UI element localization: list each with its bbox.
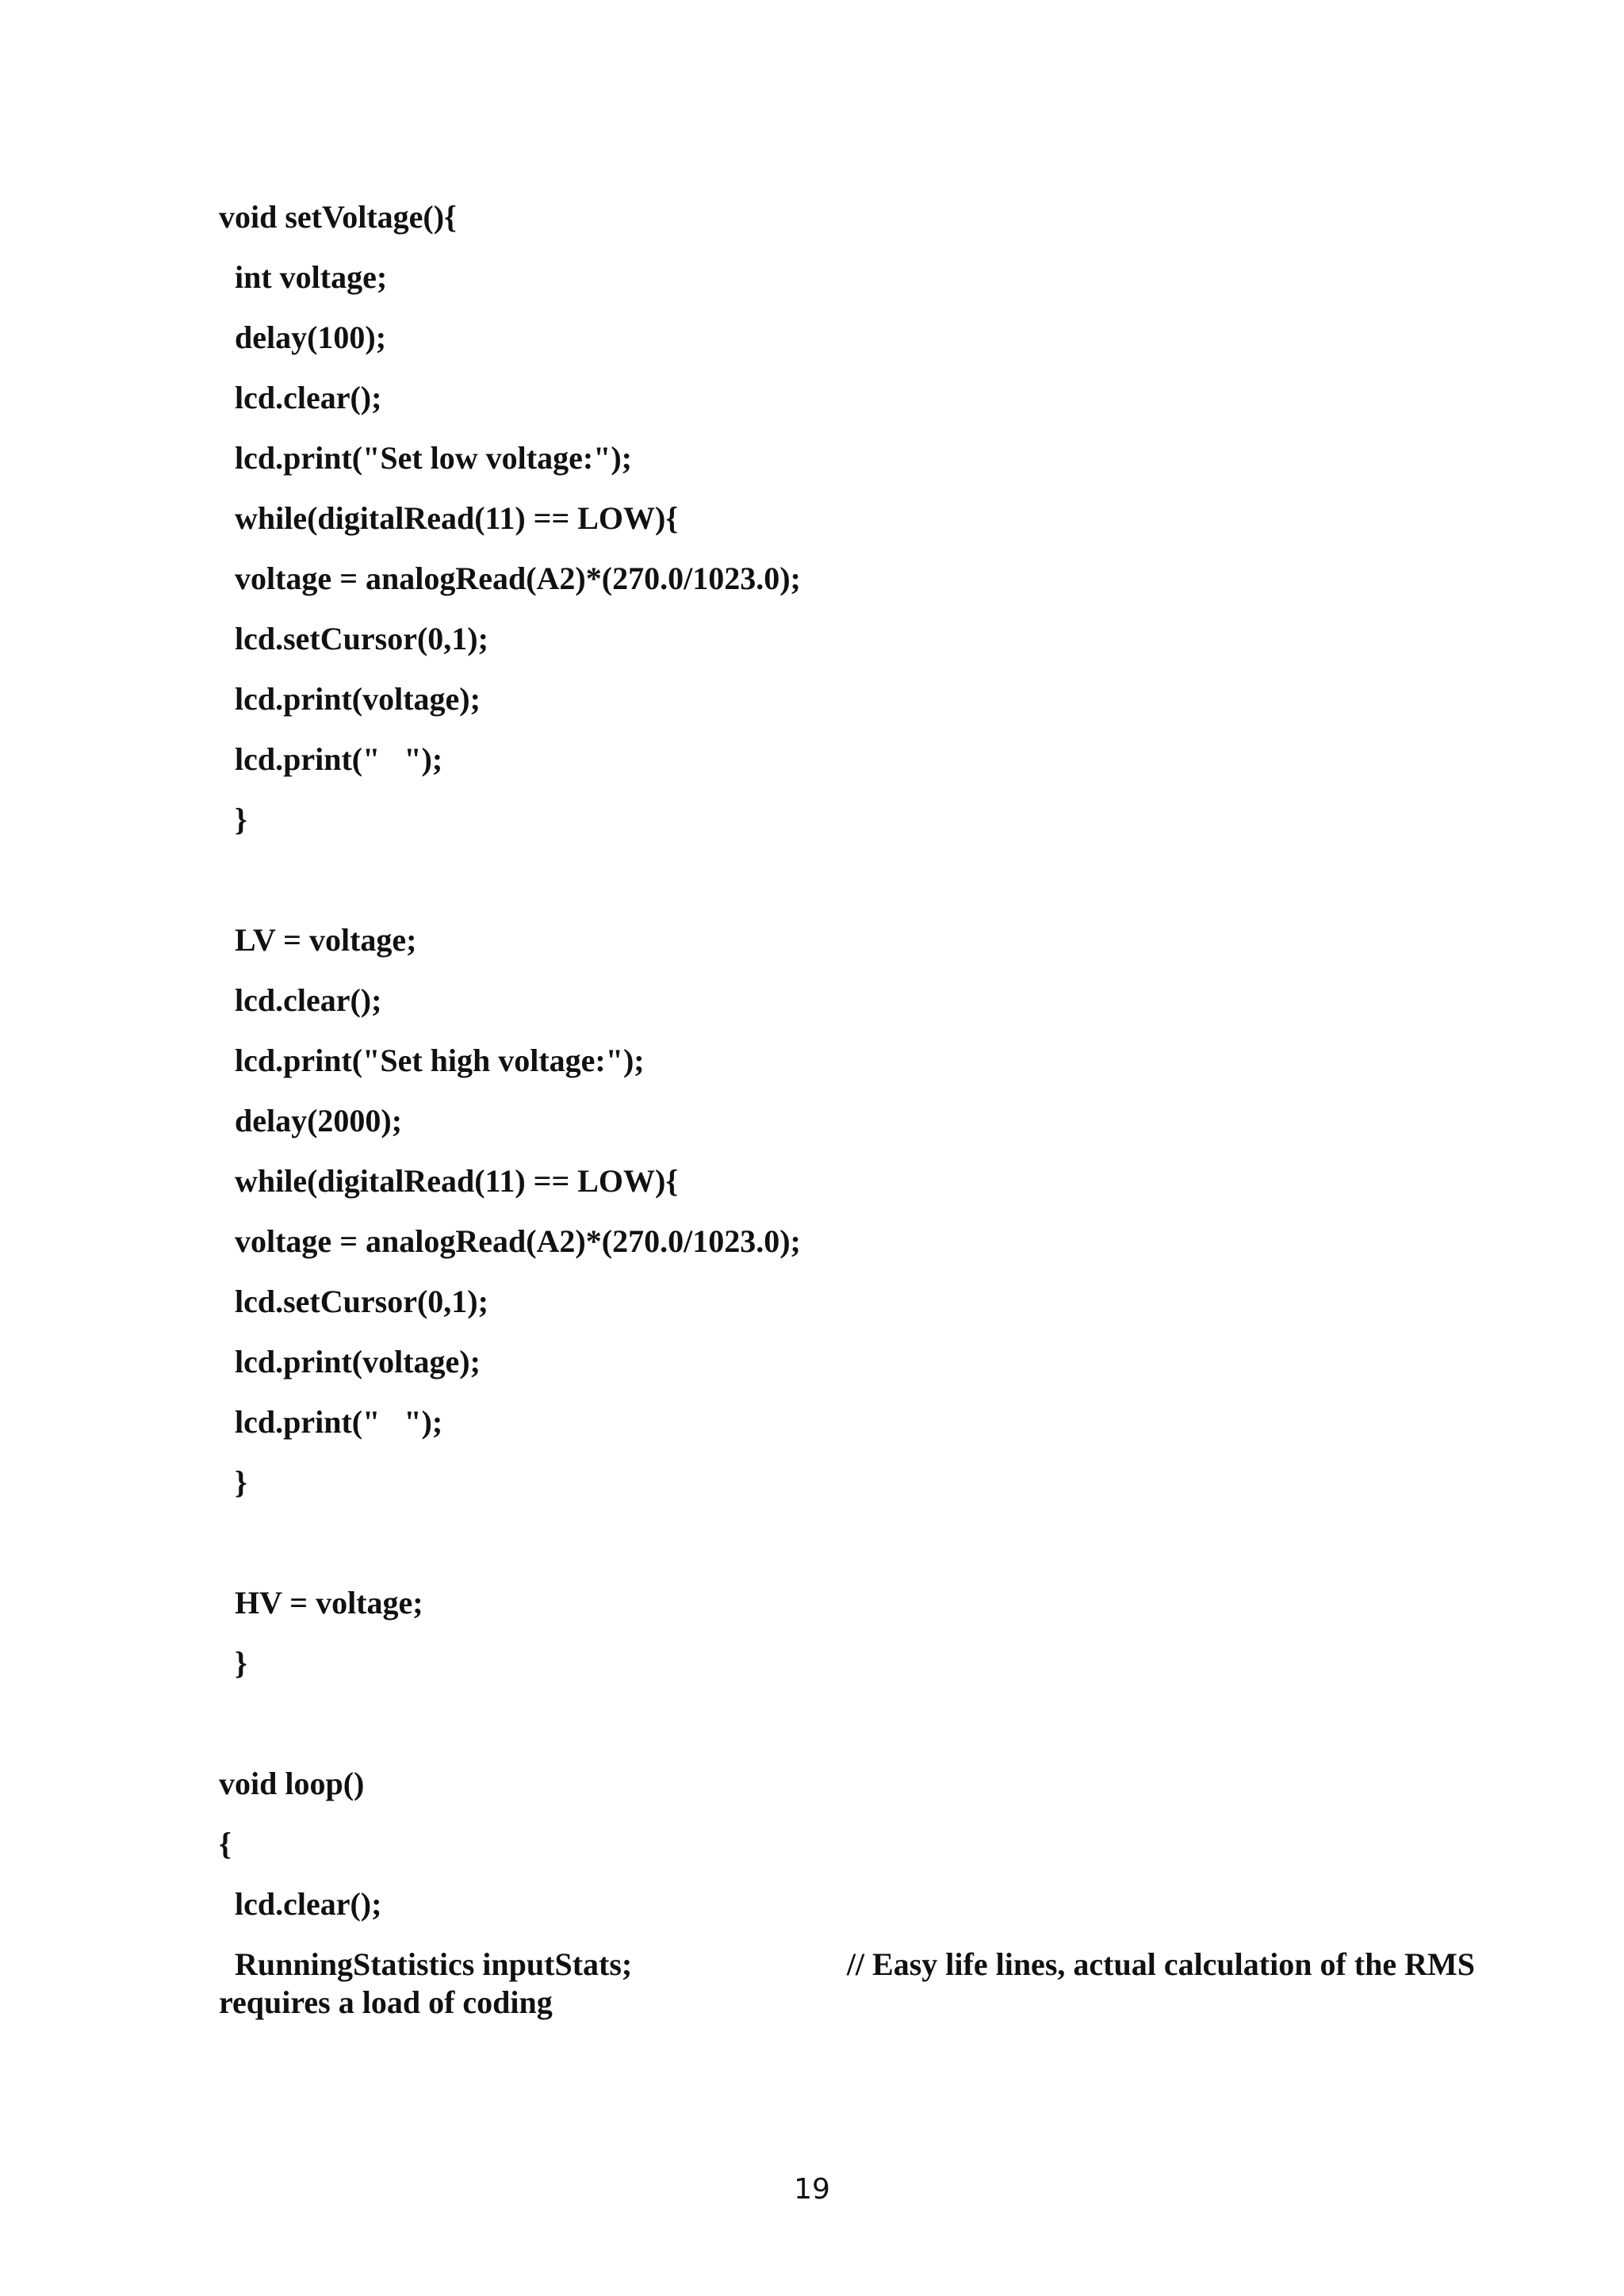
code-line: voltage = analogRead(A2)*(270.0/1023.0);	[235, 1223, 801, 1259]
code-line: {	[219, 1826, 232, 1862]
code-line: delay(100);	[235, 320, 387, 355]
code-line: lcd.print(" ");	[235, 741, 443, 777]
code-line: LV = voltage;	[235, 922, 417, 958]
code-line: while(digitalRead(11) == LOW){	[235, 1163, 679, 1199]
code-line: lcd.setCursor(0,1);	[235, 621, 488, 656]
code-line: void setVoltage(){	[219, 199, 457, 235]
code-comment: // Easy life lines, actual calculation of the RMS	[846, 1946, 1475, 1982]
code-line: voltage = analogRead(A2)*(270.0/1023.0);	[235, 561, 801, 596]
wrapped-code-line	[219, 1946, 1475, 2022]
wrapped-code-first-row	[219, 1946, 1475, 1984]
code-line: int voltage;	[235, 259, 388, 295]
code-line: lcd.clear();	[235, 1886, 382, 1922]
code-line: lcd.print(voltage);	[235, 1344, 481, 1380]
code-line: lcd.print("Set high voltage:");	[235, 1043, 645, 1078]
code-line: delay(2000);	[235, 1103, 403, 1138]
code-line: void loop()	[219, 1766, 365, 1801]
code-line: lcd.setCursor(0,1);	[235, 1284, 488, 1319]
code-line: lcd.print("Set low voltage:");	[235, 440, 632, 476]
code-line: }	[235, 1464, 247, 1500]
code-line: while(digitalRead(11) == LOW){	[235, 500, 679, 536]
code-line: lcd.clear();	[235, 380, 382, 415]
page-number: 19	[794, 2173, 830, 2206]
code-line: lcd.print(" ");	[235, 1404, 443, 1440]
code-line: lcd.clear();	[235, 982, 382, 1018]
code-line: }	[235, 1645, 247, 1681]
code-line: HV = voltage;	[235, 1585, 423, 1621]
code-comment-continuation: requires a load of coding	[219, 1984, 553, 2020]
code-line: }	[235, 802, 247, 837]
code-statement: RunningStatistics inputStats;	[235, 1946, 633, 1982]
code-line: lcd.print(voltage);	[235, 681, 481, 717]
